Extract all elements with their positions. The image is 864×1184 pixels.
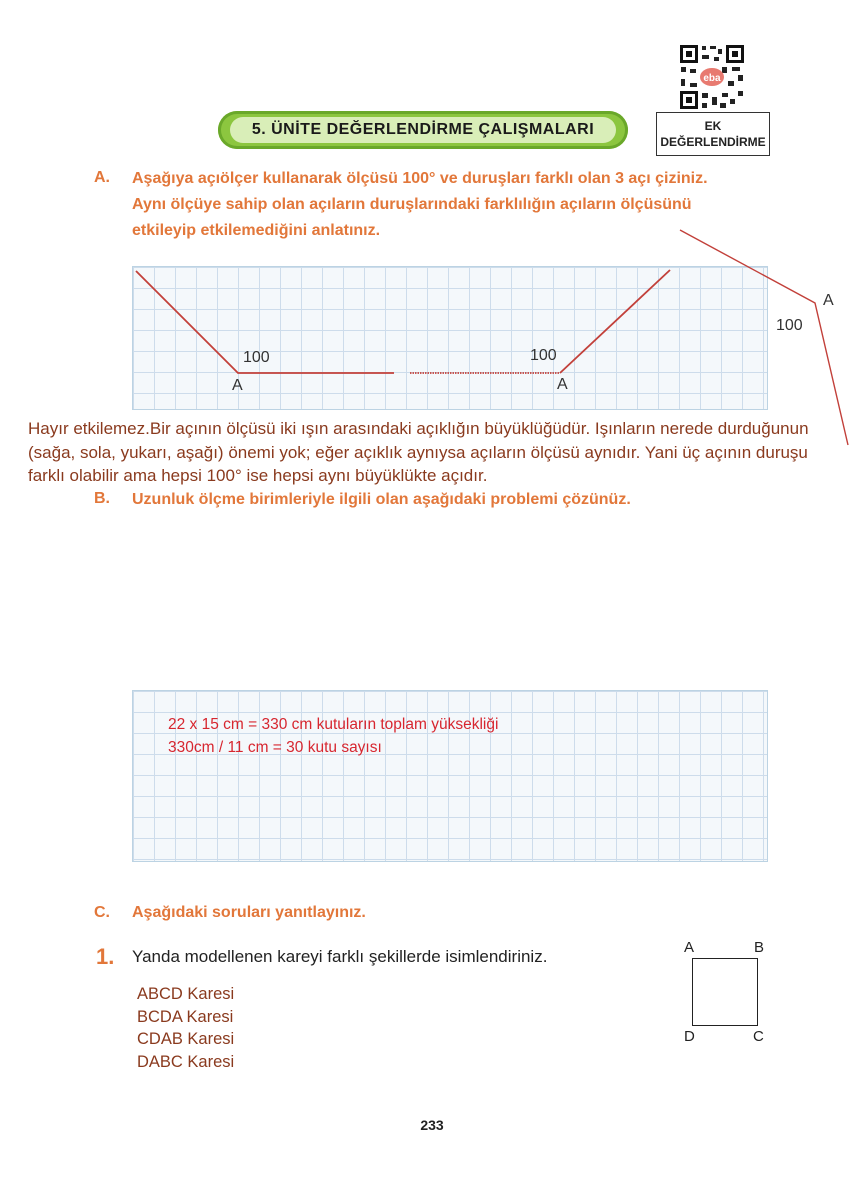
square-name-item: DABC Karesi (137, 1052, 235, 1071)
square-name-item: BCDA Karesi (137, 1007, 234, 1026)
square-name-item: CDAB Karesi (137, 1030, 235, 1048)
section-a-answer (28, 417, 858, 488)
section-a-answer-line1: Hayır etkilemez.Bir açının ölçüsü iki ışın arasındaki açıklığın büyüklüğüdür. Işınların nerede durduğunun (28, 419, 809, 438)
degerlendirme-label: DEĞERLENDİRME (660, 135, 766, 149)
section-b-answer-line1: 22 x 15 cm = 330 cm kutuların toplam yüksekliği (168, 716, 499, 733)
ek-label: EK (704, 119, 722, 133)
section-a-line3: etkileyip etkilemediğini anlatınız. (132, 222, 381, 239)
square-vertex-d: D (684, 1028, 695, 1045)
section-c-title: Aşağıdaki soruları yanıtlayınız. (132, 904, 366, 921)
section-a-line1: Aşağıya açıölçer kullanarak ölçüsü 100° ve duruşları farklı olan 3 açı çiziniz. (132, 170, 708, 187)
question-1-text: Yanda modellenen kareyi farklı şekillerde isimlendiriniz. (132, 947, 548, 966)
section-a-answer-line3: farklı olabilir ama hepsi 100° ise hepsi aynı büyüklükte açıdır. (28, 466, 488, 485)
section-b-answer (168, 713, 498, 759)
section-a-letter: A. (94, 169, 110, 186)
angle-1-vertex: A (232, 377, 243, 394)
page-number: 233 (420, 1117, 444, 1133)
square-model (692, 958, 758, 1026)
unit-title: 5. ÜNİTE DEĞERLENDİRME ÇALIŞMALARI (230, 117, 616, 143)
section-c-letter: C. (94, 904, 110, 921)
square-names-list (137, 983, 234, 1073)
angle-2-vertex: A (557, 376, 568, 393)
square-vertex-c: C (753, 1028, 764, 1045)
angle-2-label: 100 (530, 347, 557, 364)
question-1-number: 1. (96, 944, 115, 969)
angle-drawings (0, 0, 864, 470)
angle-3-label: 100 (776, 317, 803, 334)
square-name-item: ABCD Karesi (137, 985, 235, 1003)
section-b-letter: B. (94, 490, 110, 507)
section-a-answer-line2: (sağa, sola, yukarı, aşağı) önemi yok; eğer açıklık aynıysa açıların ölçüsü aynıdır. Yani üç açının duruşu (28, 442, 808, 462)
section-a-line2: Aynı ölçüye sahip olan açıların duruşlarındaki farklılığın açıların ölçüsünü (132, 196, 692, 213)
square-vertex-a: A (684, 939, 695, 956)
angle-1-label: 100 (243, 349, 270, 366)
angle-2-ray (560, 270, 670, 373)
square-vertex-b: B (754, 939, 765, 956)
angle-3-rays (680, 230, 848, 445)
section-b-answer-line2: 330cm / 11 cm = 30 kutu sayısı (168, 739, 382, 756)
svg-text:eba: eba (703, 73, 721, 84)
angle-3-vertex: A (823, 292, 834, 309)
section-b-title: Uzunluk ölçme birimleriyle ilgili olan aşağıdaki problemi çözünüz. (132, 491, 631, 508)
